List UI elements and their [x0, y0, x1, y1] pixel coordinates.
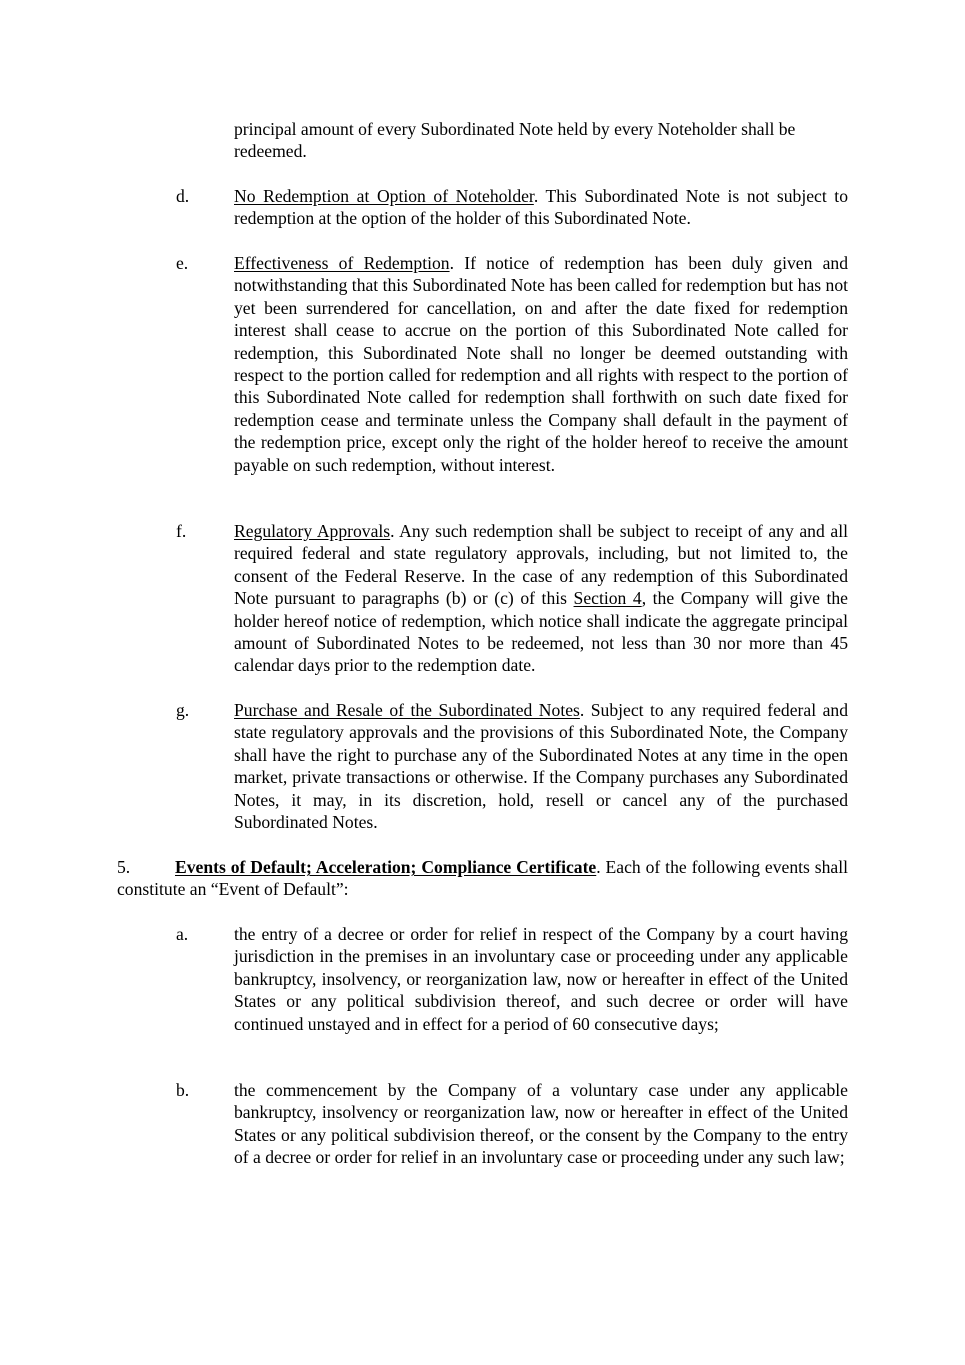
section-intro: . Each of the following events shall constitute an “Event of Default”: — [117, 857, 848, 900]
item-label: e. — [176, 253, 189, 273]
item-text — [234, 252, 848, 476]
item-text: the commencement by the Company of a voluntary case under any applicable bankruptcy, insolvency or reorganization law, now or hereafter in effect of the United States or any political subdivision thereof, or the consent by the Company to the entry of a decree or order for relief in an involuntary case or proceeding under any such law; — [234, 1080, 848, 1168]
item-heading: No Redemption at Option of Noteholder — [234, 186, 534, 206]
item-label: f. — [176, 521, 187, 541]
section-heading: Events of Default; Acceleration; Compliance Certificate — [175, 857, 597, 877]
item-body: . If notice of redemption has been duly given and notwithstanding that this Subordinated Note has been called for redemption but has not yet been surrendered for cancellation, on and after the date fixed for redemption interest shall cease to accrue on the portion of this Subordinated Note called for redemption, this Subordinated Note shall no longer be deemed outstanding with respect to the portion called for redemption and all rights with respect to the portion of this Subordinated Note called for redemption shall forthwith on such date fixed for redemption cease and terminate unless the Company shall default in the payment of the redemption price, except only the right of the holder hereof to receive the amount payable on such redemption, without interest. — [234, 253, 848, 475]
item-body: , the Company will give the holder hereof notice of redemption, which notice shall indicate the aggregate principal amount of Subordinated Notes to be redeemed, not less than 30 nor more than 45 calendar days prior to the redemption date. — [234, 588, 848, 676]
continuation-paragraph: principal amount of every Subordinated Note held by every Noteholder shall be redeemed. — [234, 119, 796, 162]
section-reference: Section 4 — [573, 588, 642, 609]
item-heading: Purchase and Resale of the Subordinated Notes — [234, 700, 580, 720]
item-text — [234, 520, 848, 677]
item-body: . Any such redemption shall be subject to receipt of any and all required federal and state regulatory approvals, including, but not limited to, the consent of the Federal Reserve. In the case of any redemption of this Subordinated Note pursuant to paragraphs (b) or (c) of this — [234, 521, 848, 609]
item-body: . Subject to any required federal and state regulatory approvals and the provisions of this Subordinated Note, the Company shall have the right to purchase any of the Subordinated Notes at any time in the open market, private transactions or otherwise. If the Company purchases any Subordinated Notes, it may, in its discretion, hold, resell or cancel any of the purchased Subordinated Notes. — [234, 700, 848, 833]
item-heading: Regulatory Approvals — [234, 521, 391, 541]
item-text — [234, 185, 848, 230]
item-label: a. — [176, 924, 189, 944]
item-heading: Effectiveness of Redemption — [234, 253, 450, 273]
item-body: . This Subordinated Note is not subject to redemption at the option of the holder of this Subordinated Note. — [234, 186, 848, 229]
section-number: 5. — [117, 857, 131, 877]
item-label: d. — [176, 186, 190, 206]
item-label: b. — [176, 1080, 190, 1100]
item-text: the entry of a decree or order for relief in respect of the Company by a court having jurisdiction in the premises in an involuntary case or proceeding under any applicable bankruptcy, insolvency, or reorganization law, now or hereafter in effect of the United States or any political subdivision thereof, and such decree or order will have continued unstayed and in effect for a period of 60 consecutive days; — [234, 924, 848, 1034]
item-text — [234, 699, 848, 833]
section-5-paragraph — [117, 856, 848, 901]
item-label: g. — [176, 700, 190, 720]
